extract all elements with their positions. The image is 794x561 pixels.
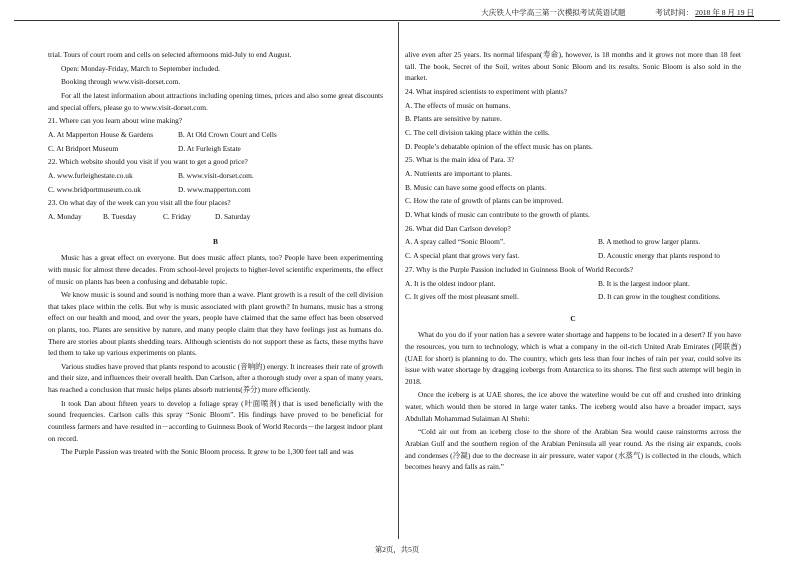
q21-option-a: A. At Mapperton House & Gardens (48, 130, 154, 140)
question-22: 22. Which website should you visit if you want to get a good price? (48, 157, 248, 167)
passage-b-para-4: It took Dan about fifteen years to develop a foliage spray (叶面喷剂) that is used beneficially with the sound frequencies. Carlson calls this spray “Sonic Bloom”. His findings have proved to be beneficial for countless farmers and have resulted in－according to Guinness Book of World Records－the largest indoor plant on record. (48, 398, 383, 443)
page-footer: 第2页，共5页 (374, 545, 420, 554)
q23-option-a: A. Monday (48, 212, 82, 222)
left-column (48, 49, 383, 460)
question-25: 25. What is the main idea of Para. 3? (405, 155, 515, 165)
q23-option-c: C. Friday (163, 212, 191, 222)
q25-option-d: D. What kinds of music can contribute to the growth of plants. (405, 210, 590, 220)
q22-option-c: C. www.bridportmuseum.co.uk (48, 184, 141, 194)
q24-option-c: C. The cell division taking place within the cells. (405, 127, 550, 137)
q27-option-d: D. It can grow in the toughest conditions. (598, 292, 721, 302)
passage-a-tail: trial. Tours of court room and cells on selected afternoons mid-July to end August. (48, 50, 292, 59)
right-column (405, 49, 741, 475)
q21-option-d: D. At Furleigh Estate (178, 143, 241, 153)
header-rule (14, 20, 780, 21)
passage-b-para-5: The Purple Passion was treated with the Sonic Bloom process. It grew to be 1,300 feet tall and was (61, 447, 354, 457)
q22-option-b: B. www.visit-dorset.com. (178, 171, 254, 181)
page-header (481, 7, 754, 18)
q26-option-c: C. A special plant that grows very fast. (405, 251, 520, 261)
question-21: 21. Where can you learn about wine making? (48, 116, 183, 126)
section-c-heading: C (570, 313, 576, 323)
q26-option-b: B. A method to grow larger plants. (598, 237, 701, 247)
q24-option-a: A. The effects of music on humans. (405, 100, 511, 110)
passage-c-para-3: “Cold air out from an iceberg close to the shore of the Arabian Sea would cause rainstorms across the Arabian Gulf and the southern region of the Arabian Peninsula all year round. As the rising air expands, cools and condenses (冷凝) due to the decrease in air pressure, water vapor (水蒸气) is collected in the clouds, which becomes heavy and falls as rain.” (405, 427, 741, 472)
question-27: 27. Why is the Purple Passion included in Guinness Book of World Records? (405, 264, 634, 274)
q22-option-a: A. www.furleighestate.co.uk (48, 171, 133, 181)
booking-info: Booking through www.visit-dorset.com. (61, 77, 181, 87)
question-24: 24. What inspired scientists to experiment with plants? (405, 86, 568, 96)
passage-b-para-1: Music has a great effect on everyone. But does music affect plants, too? People have been experimenting with music for almost three decades. From school-level projects to higher-level scientific experiments, the effect of music on plants has been a confusing and debatable topic. (48, 253, 383, 286)
q25-option-b: B. Music can have some good effects on plants. (405, 182, 547, 192)
q24-option-d: D. People’s debatable opinion of the effect music has on plants. (405, 141, 593, 151)
q24-option-b: B. Plants are sensitive by nature. (405, 114, 502, 124)
q27-option-c: C. It gives off the most pleasant smell. (405, 292, 519, 302)
passage-b-para-3: Various studies have proved that plants respond to acoustic (音响的) energy. It increases their rate of growth and their size, and influences their overall health. Dan Carlson, after a thorough study over a span of many years, has reached a conclusion that music helps plants absorb nutrients(养分) more efficiently. (48, 361, 383, 395)
q22-option-d: D. www.mapperton.com (178, 184, 251, 194)
question-23: 23. On what day of the week can you visit all the four places? (48, 198, 231, 208)
latest-info: For all the latest information about attractions including opening times, prices and also some great discounts and special offers, please go to www.visit-dorset.com. (48, 91, 383, 112)
exam-time-value: 2018 年 8 月 19 日 (695, 8, 754, 17)
q25-option-c: C. How the rate of growth of plants can be improved. (405, 196, 564, 206)
passage-c-para-2: Once the iceberg is at UAE shores, the ice above the waterline would be cut off and crushed into drinking water, which would then be stored in large water tanks. The iceberg would also have a broader impact, says Abdullah Mohammad Sulaiman Al Shehi: (405, 390, 741, 423)
q23-option-d: D. Saturday (215, 212, 251, 222)
passage-c-para-1: What do you do if your nation has a severe water shortage and happens to be located in a desert? If you have the resources, you turn to technology, which is what a company in the oil-rich United Arab Emirates (阿联酋) (UAE for short) is planning to do. The country, which gets less than four inches of rain per year, could solve its issue with water shortage by dragging icebergs from Antarctica to its shores. The first such attempt will begin in 2018. (405, 330, 741, 386)
school-exam-title: 大庆铁人中学高三第一次模拟考试英语试题 (481, 8, 626, 17)
question-26: 26. What did Dan Carlson develop? (405, 223, 511, 233)
q25-option-a: A. Nutrients are important to plants. (405, 169, 512, 178)
q27-option-b: B. It is the largest indoor plant. (598, 278, 690, 288)
opening-hours: Open: Monday-Friday, March to September included. (61, 63, 220, 73)
column-divider (398, 22, 399, 539)
q21-option-b: B. At Old Crown Court and Cells (178, 130, 277, 140)
q26-option-d: D. Acoustic energy that plants respond to (598, 251, 720, 261)
q23-option-b: B. Tuesday (103, 212, 137, 222)
passage-b-para-2: We know music is sound and sound is nothing more than a wave. Plant growth is a result of the cell division that takes place within the cells. But why is music associated with plant growth? In humans, music has a strong effect on our health and mood, and over the years, people have claimed that the same effect has been observed on plants, too. Plants are sensitive by nature, and many people claim that they have feelings just as humans do. There are stories about plants shedding tears. Although scientists do not support these as facts, these myths have led them to take up various experiments on plants. (48, 290, 383, 358)
q21-option-c: C. At Bridport Museum (48, 143, 119, 153)
q26-option-a: A. A spray called “Sonic Bloom”. (405, 237, 505, 247)
passage-b-continued: alive even after 25 years. Its normal lifespan(寿命), however, is 18 months and it grows not more than 18 feet tall. The book, Secret of the Soil, writes about Sonic Bloom and its results. Sonic Bloom is also sold in the market. (405, 50, 741, 83)
section-b-heading: B (213, 236, 218, 246)
exam-time-label: 考试时间： (655, 8, 694, 17)
q27-option-a: A. It is the oldest indoor plant. (405, 278, 496, 288)
